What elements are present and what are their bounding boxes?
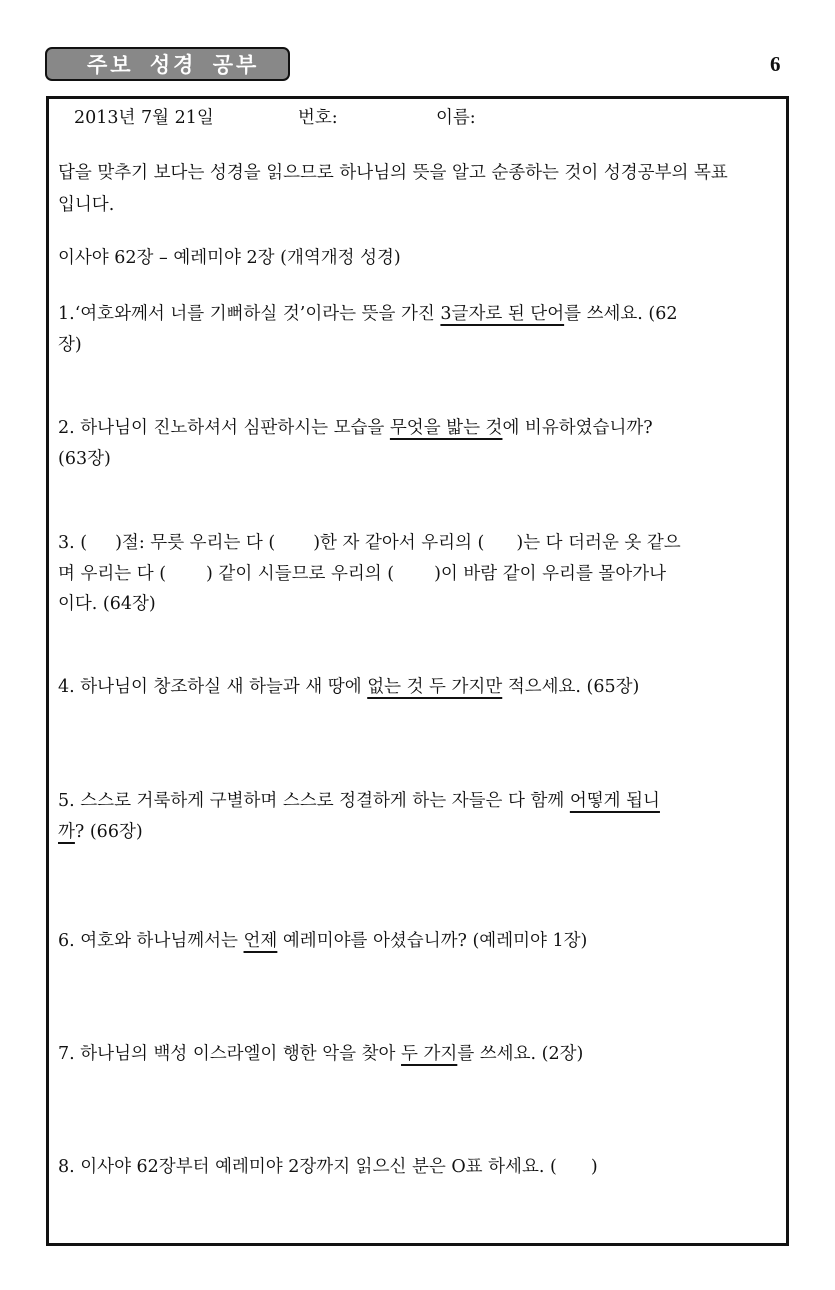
name-label: 이름: <box>436 108 476 128</box>
question-1 <box>58 299 786 330</box>
page-number: 6 <box>770 52 781 76</box>
q6-text: 6. 여호와 하나님께서는 <box>58 931 244 951</box>
number-label: 번호: <box>298 108 338 128</box>
q2-text-end: 에 비유하였습니까? <box>502 418 653 438</box>
q6-text-end: 예레미야를 아셨습니까? (예레미야 1장) <box>277 931 588 951</box>
q2-text: 2. 하나님이 진노하셔서 심판하시는 모습을 <box>58 418 390 438</box>
q4-text-end: 적으세요. (65장) <box>502 677 640 697</box>
question-2-cont: (63장) <box>58 449 111 469</box>
q1-text: 1.‘여호와께서 너를 기뻐하실 것’이라는 뜻을 가진 <box>58 304 441 324</box>
question-5-cont <box>58 817 786 848</box>
q2-keyword: 무엇을 밟는 것 <box>389 418 503 438</box>
question-3 <box>58 528 786 559</box>
question-8 <box>58 1152 786 1183</box>
question-3-cont <box>58 559 786 590</box>
scripture-scope: 이사야 62장 – 예레미야 2장 (개역개정 성경) <box>58 248 401 268</box>
intro-line-2: 입니다. <box>58 195 115 215</box>
date-text: 2013년 7월 21일 <box>74 108 214 128</box>
q3-part-b: )절: 무릇 우리는 다 ( <box>115 533 276 553</box>
q8-text: 8. 이사야 62장부터 예레미야 2장까지 읽으신 분은 O표 하세요. ( <box>58 1157 557 1177</box>
intro-line-1: 답을 맞추기 보다는 성경을 읽으므로 하나님의 뜻을 알고 순종하는 것이 성경공부의 목표 <box>58 163 728 183</box>
q4-text: 4. 하나님이 창조하실 새 하늘과 새 땅에 <box>58 677 368 697</box>
q5-text: 5. 스스로 거룩하게 구별하며 스스로 정결하게 하는 자들은 다 함께 <box>58 791 570 811</box>
q5-text-end: ? (66장) <box>74 822 143 842</box>
q6-keyword: 언제 <box>243 931 278 951</box>
q3-part-e: 며 우리는 다 ( <box>58 564 167 584</box>
question-4 <box>58 672 786 703</box>
question-1-cont: 장) <box>58 335 82 355</box>
q1-text-end: 를 쓰세요. (62 <box>564 304 678 324</box>
q7-text: 7. 하나님의 백성 이스라엘이 행한 악을 찾아 <box>58 1044 402 1064</box>
title-tab <box>45 47 290 81</box>
q3-part-d: )는 다 더러운 옷 같으 <box>516 533 681 553</box>
q4-keyword: 없는 것 두 가지만 <box>367 677 503 697</box>
question-6 <box>58 926 786 957</box>
q3-part-f: ) 같이 시들므로 우리의 ( <box>206 564 395 584</box>
q3-part-a: 3. ( <box>58 533 88 553</box>
question-7 <box>58 1039 786 1070</box>
q3-part-g: )이 바람 같이 우리를 몰아가나 <box>434 564 667 584</box>
q8-close: ) <box>590 1157 598 1177</box>
q5-keyword: 어떻게 됩니 <box>569 791 660 811</box>
q1-keyword: 3글자로 된 단어 <box>440 304 565 324</box>
question-2 <box>58 413 786 444</box>
question-3-cont-2: 이다. (64장) <box>58 594 156 614</box>
question-5 <box>58 786 786 817</box>
q3-part-c: )한 자 같아서 우리의 ( <box>313 533 485 553</box>
q7-text-end: 를 쓰세요. (2장) <box>457 1044 584 1064</box>
q5-keyword-cont: 까 <box>58 822 75 842</box>
page-title: 주보 성경 공부 <box>87 53 260 77</box>
q7-keyword: 두 가지 <box>401 1044 458 1064</box>
